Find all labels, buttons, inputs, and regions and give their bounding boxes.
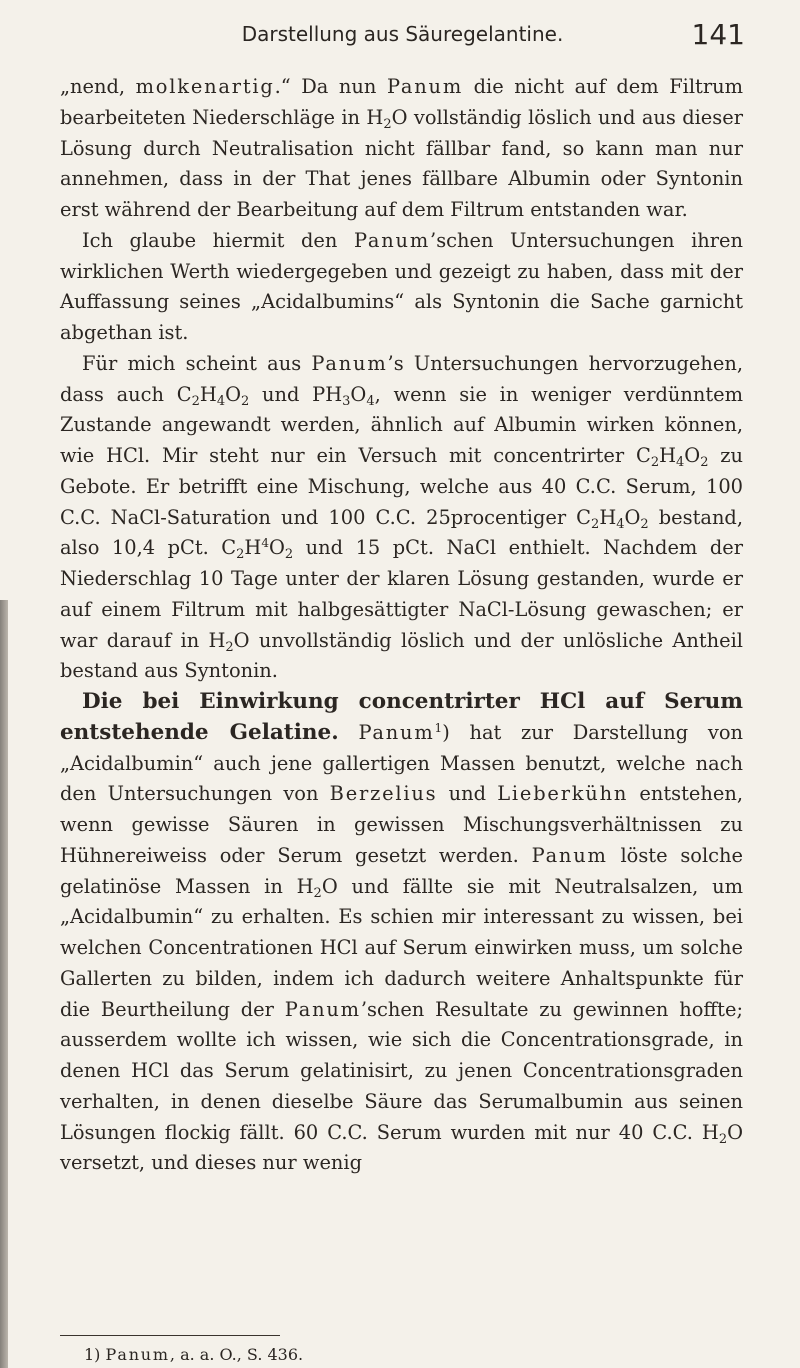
text-run: und — [437, 782, 498, 806]
text-run: bestand, also 10,4 pCt. C — [60, 505, 744, 560]
text-run: H — [659, 444, 677, 467]
text-run: O und fällte sie mit Neutralsalzen, um „Acidalbumin“ zu erhalten. Es schien mir interessant zu wissen, bei welchen Concentrationen HCl auf Serum einwirken muss, um solche Gallerten zu bilden, indem ich dadurch weitere Anhaltspunkte für die Beurtheilung der — [60, 874, 744, 1021]
binding-shadow — [0, 600, 8, 1368]
section-heading: Die bei Einwirkung concentrirter HCl auf Serum entstehende Gelatine. — [60, 689, 743, 745]
footnote-marker: 1 — [434, 720, 443, 735]
subscript: 2 — [650, 455, 660, 470]
subscript: 3 — [342, 393, 351, 409]
text-run: „nend, — [60, 75, 136, 98]
paragraph-1 — [60, 72, 743, 226]
text-run: O versetzt, und dieses nur wenig — [60, 1120, 743, 1175]
author-name: Panum — [284, 997, 361, 1021]
text-run: O — [624, 505, 641, 529]
text-run: H — [244, 536, 262, 560]
subscript: 2 — [591, 516, 600, 532]
running-title: Darstellung aus Säuregelantine. — [241, 22, 564, 46]
text-run: löste solche gelatinöse Massen in H — [60, 843, 743, 898]
subscript: 2 — [241, 393, 250, 409]
text-run: die nicht auf dem Filtrum bearbeiteten Niederschläge in H — [60, 75, 743, 129]
subscript: 2 — [640, 516, 649, 532]
author-name: Berzelius — [329, 782, 438, 806]
subscript: 4 — [676, 455, 685, 470]
author-name: Panum — [105, 1345, 170, 1364]
author-name: Lieberkühn — [497, 782, 629, 806]
author-name: Panum — [358, 720, 435, 744]
text-run: O vollständig löslich und aus dieser Lösung durch Neutralisation nicht fällbar fand, so kann man nur annehmen, dass in der That jenes fällbare Albumin oder Syntonin erst während der Bearbeitung auf dem Filtrum entstanden war. — [60, 105, 743, 221]
text-run: ’s Untersuchungen hervorzugehen, dass auch C — [60, 351, 743, 406]
subscript: 2 — [284, 547, 294, 563]
page-header — [60, 18, 745, 62]
text-run: , wenn sie in weniger verdünntem Zustande angewandt werden, ähnlich auf Albumin wirken können, wie HCl. Mir steht nur ein Versuch mit concentrirter C — [60, 382, 743, 467]
footnote-number: 1) — [84, 1345, 101, 1364]
text-run: ) hat zur Darstellung von „Acidalbumin“ auch jene gallertigen Massen benutzt, welche nach den Untersuchungen von — [60, 720, 743, 806]
text-run: O — [225, 382, 241, 406]
page-number: 141 — [691, 18, 745, 51]
footnote — [84, 1345, 303, 1365]
author-name: Panum — [353, 228, 431, 252]
text-run: .“ Da nun — [274, 75, 387, 98]
text-run: und PH — [249, 382, 343, 406]
subscript: 4 — [366, 393, 375, 409]
subscript: 2 — [191, 393, 200, 409]
subscript: 2 — [225, 639, 234, 655]
author-name: Panum — [311, 351, 388, 375]
body-text — [60, 72, 743, 1179]
footnote-reference: , a. a. O., S. 436. — [169, 1345, 304, 1364]
subscript: 2 — [313, 885, 322, 901]
text-run: Für mich scheint aus — [82, 351, 312, 375]
paragraph-3 — [60, 349, 743, 687]
subscript: 4 — [216, 393, 226, 409]
text-run: O unvollständig löslich und der unlösliche Antheil bestand aus Syntonin. — [60, 628, 743, 683]
text-run: H — [199, 382, 217, 406]
subscript: 2 — [700, 455, 709, 470]
paragraph-4 — [60, 687, 743, 1179]
text-run: ’schen Resultate zu gewinnen hoffte; ausserdem wollte ich wissen, wie sich die Concentrationsgrade, in denen HCl das Serum gelatinisirt, zu jenen Concentrationsgraden verhalten, in denen dieselbe Säure das Serumalbumin aus seinen Lösungen flockig fällt. 60 C.C. Serum wurden mit nur 40 C.C. H — [60, 997, 743, 1144]
author-name: Panum — [386, 75, 464, 98]
text-run: ’schen Untersuchungen ihren wirklichen Werth wiedergegeben und gezeigt zu haben, dass mit der Auffassung seines „Acidalbumins“ als Syntonin die Sache garnicht abgethan ist. — [60, 228, 743, 344]
subscript: 2 — [383, 116, 392, 132]
text-run: H — [599, 505, 617, 529]
subscript: 2 — [236, 547, 245, 563]
superscript: 4 — [261, 536, 269, 551]
author-name: Panum — [531, 843, 608, 867]
text-run: O — [268, 536, 285, 560]
footnote-rule — [60, 1335, 280, 1336]
text-run — [339, 721, 359, 744]
text-run: Ich glaube hiermit den — [82, 228, 354, 252]
text-run: und 15 pCt. NaCl enthielt. Nachdem der Niederschlag 10 Tage unter der klaren Lösung gestanden, wurde er auf einem Filtrum mit halbgesättigter NaCl-Lösung gewaschen; er war darauf in H — [60, 536, 743, 652]
text-run: O — [350, 382, 367, 406]
paragraph-2 — [60, 226, 743, 349]
subscript: 2 — [718, 1131, 728, 1147]
text-run: entstehen, wenn gewisse Säuren in gewissen Mischungsverhältnissen zu Hühnereiweiss oder Serum gesetzt werden. — [60, 782, 743, 867]
spaced-term: molkenartig — [135, 75, 275, 98]
text-run: O — [684, 444, 701, 467]
subscript: 4 — [616, 516, 625, 532]
text-run: zu Gebote. Er betrifft eine Mischung, welche aus 40 C.C. Serum, 100 C.C. NaCl-Saturation und 100 C.C. 25procentiger C — [60, 444, 743, 529]
